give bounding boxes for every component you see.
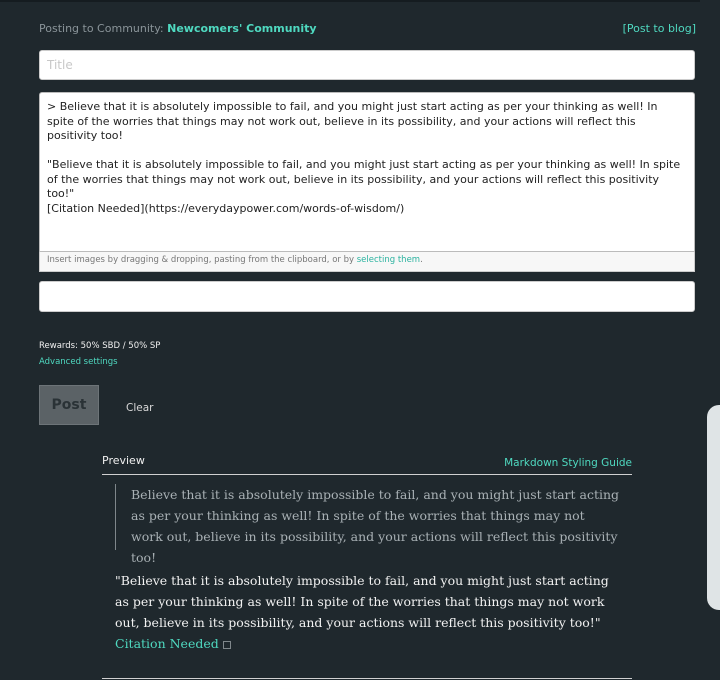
side-panel-tab[interactable]	[707, 405, 720, 610]
select-images-link[interactable]: selecting them	[356, 255, 421, 265]
preview-label: Preview	[102, 454, 145, 467]
post-button[interactable]: Post	[39, 385, 99, 425]
body-editor[interactable]	[39, 92, 695, 252]
rewards-setting: Rewards: 50% SBD / 50% SP	[39, 341, 161, 351]
post-to-blog-link[interactable]: [Post to blog]	[622, 22, 696, 35]
dropzone-text: Insert images by dragging & dropping, pasting from the clipboard, or by	[47, 255, 357, 265]
clear-button[interactable]: Clear	[126, 402, 154, 414]
preview-paragraph-text: "Believe that it is absolutely impossible to fail, and you might just start acting as per your thinking as well! In spite of the worries that things may not work out, believe in its possibility, and your actions will reflect this positivity too!"	[115, 573, 609, 630]
dropzone-end: .	[420, 255, 423, 265]
external-link-icon	[223, 641, 231, 649]
title-input[interactable]	[39, 50, 695, 80]
markdown-guide-link[interactable]: Markdown Styling Guide	[504, 457, 632, 469]
top-divider	[0, 0, 700, 2]
tags-input[interactable]	[39, 281, 695, 312]
preview-divider	[102, 474, 632, 475]
posting-to-community	[39, 22, 317, 35]
preview-paragraph	[115, 570, 625, 654]
community-link[interactable]: Newcomers' Community	[167, 22, 317, 35]
advanced-settings-link[interactable]: Advanced settings	[39, 357, 118, 367]
citation-link[interactable]: Citation Needed	[115, 636, 219, 651]
preview-bottom-divider	[102, 678, 632, 679]
image-dropzone[interactable]	[39, 252, 695, 272]
preview-blockquote: Believe that it is absolutely impossible to fail, and you might just start acting as per your thinking as well! In spite of the worries that things may not work out, believe in its possibility, and your actions will reflect this positivity too!	[115, 484, 620, 550]
posting-prefix: Posting to Community:	[39, 22, 168, 35]
